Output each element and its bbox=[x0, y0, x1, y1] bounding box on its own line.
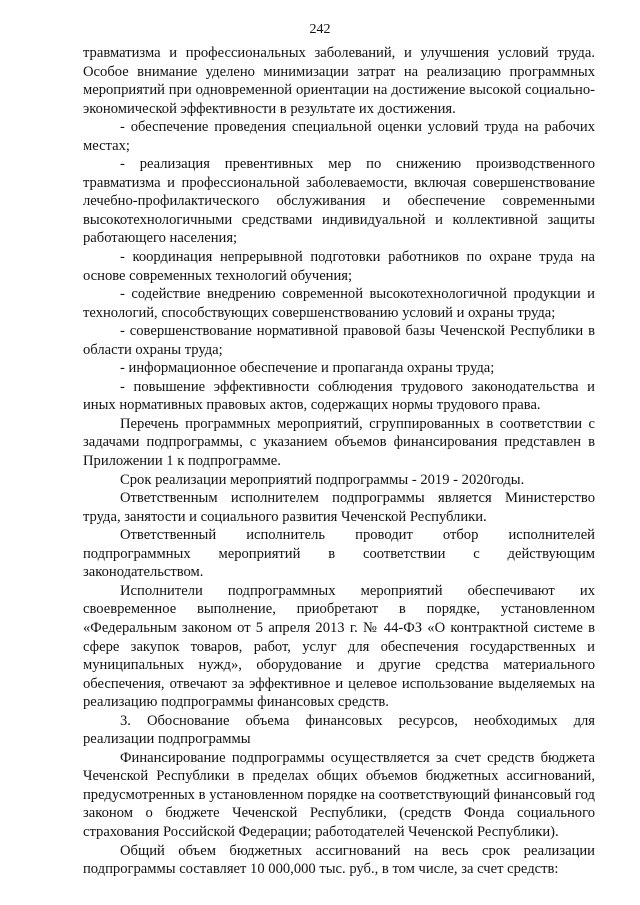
paragraph-executors-duties: Исполнители подпрограммных мероприятий обеспечивают их своевременное выполнение, приобретают в порядке, установленном «Федеральным законом от 5 апреля 2013 г. № 44-ФЗ «О контрактной системе в сфере закупок товаров, работ, услуг для обеспечения государственных и муниципальных нужд», оборудование и другие средства материального обеспечения, отвечают за эффективное и целевое использование выделяемых на реализацию подпрограммы финансовых средств. bbox=[83, 582, 595, 711]
paragraph-total-budget: Общий объем бюджетных ассигнований на весь срок реализации подпрограммы составляет 10 000,000 тыс. руб., в том числе, за счет средств: bbox=[83, 842, 595, 878]
list-item-preventive-measures: - реализация превентивных мер по снижению производственного травматизма и профессиональной заболеваемости, включая совершенствование лечебно-профилактического обслуживания и обеспечение современными высокотехнологичными средствами индивидуальной и коллективной защиты работающего населения; bbox=[83, 156, 595, 247]
paragraph-executor-selection: Ответственный исполнитель проводит отбор исполнителей подпрограммных мероприятий в соответствии с действующим законодательством. bbox=[83, 527, 595, 581]
list-item-regulatory-improvement: - совершенствование нормативной правовой базы Чеченской Республики в области охраны труда; bbox=[83, 323, 595, 358]
section-heading-financing: 3. Обоснование объема финансовых ресурсов, необходимых для реализации подпрограммы bbox=[83, 712, 595, 748]
paragraph-term: Срок реализации мероприятий подпрограммы - 2019 - 2020годы. bbox=[120, 471, 525, 488]
list-item-special-assessment: - обеспечение проведения специальной оценки условий труда на рабочих местах; bbox=[83, 119, 595, 154]
document-body bbox=[83, 44, 595, 879]
page-number: 242 bbox=[309, 22, 331, 37]
list-item-technology-promotion: - содействие внедрению современной высокотехнологичной продукции и технологий, способствующих совершенствованию условий и охраны труда; bbox=[83, 286, 595, 321]
list-item-information-support: - информационное обеспечение и пропаганда охраны труда; bbox=[120, 360, 495, 377]
paragraph-measures-list: Перечень программных мероприятий, сгруппированных в соответствии с задачами подпрограммы, с указанием объемов финансирования представлен в Приложении 1 к подпрограмме. bbox=[83, 415, 595, 470]
list-item-training-coordination: - координация непрерывной подготовки работников по охране труда на основе современных технологий обучения; bbox=[83, 249, 595, 284]
list-item-compliance-efficiency: - повышение эффективности соблюдения трудового законодательства и иных нормативных правовых актов, содержащих нормы трудового права. bbox=[83, 378, 595, 414]
paragraph-responsible-executor: Ответственным исполнителем подпрограммы является Министерство труда, занятости и социального развития Чеченской Республики. bbox=[83, 490, 595, 525]
paragraph-intro-continuation: травматизма и профессиональных заболеваний, и улучшения условий труда. Особое внимание уделено минимизации затрат на реализацию программных мероприятий при одновременной ориентации на достижение высокой социально-экономической эффективности в результате их достижения. bbox=[83, 45, 595, 117]
paragraph-financing-sources: Финансирование подпрограммы осуществляется за счет средств бюджета Чеченской Республики в пределах общих объемов бюджетных ассигнований, предусмотренных в установленном порядке на соответствующий финансовый год законом о бюджете Чеченской Республики, (средств Фонда социального страхования Российской Федерации; работодателей Чеченской Республики). bbox=[83, 749, 595, 840]
